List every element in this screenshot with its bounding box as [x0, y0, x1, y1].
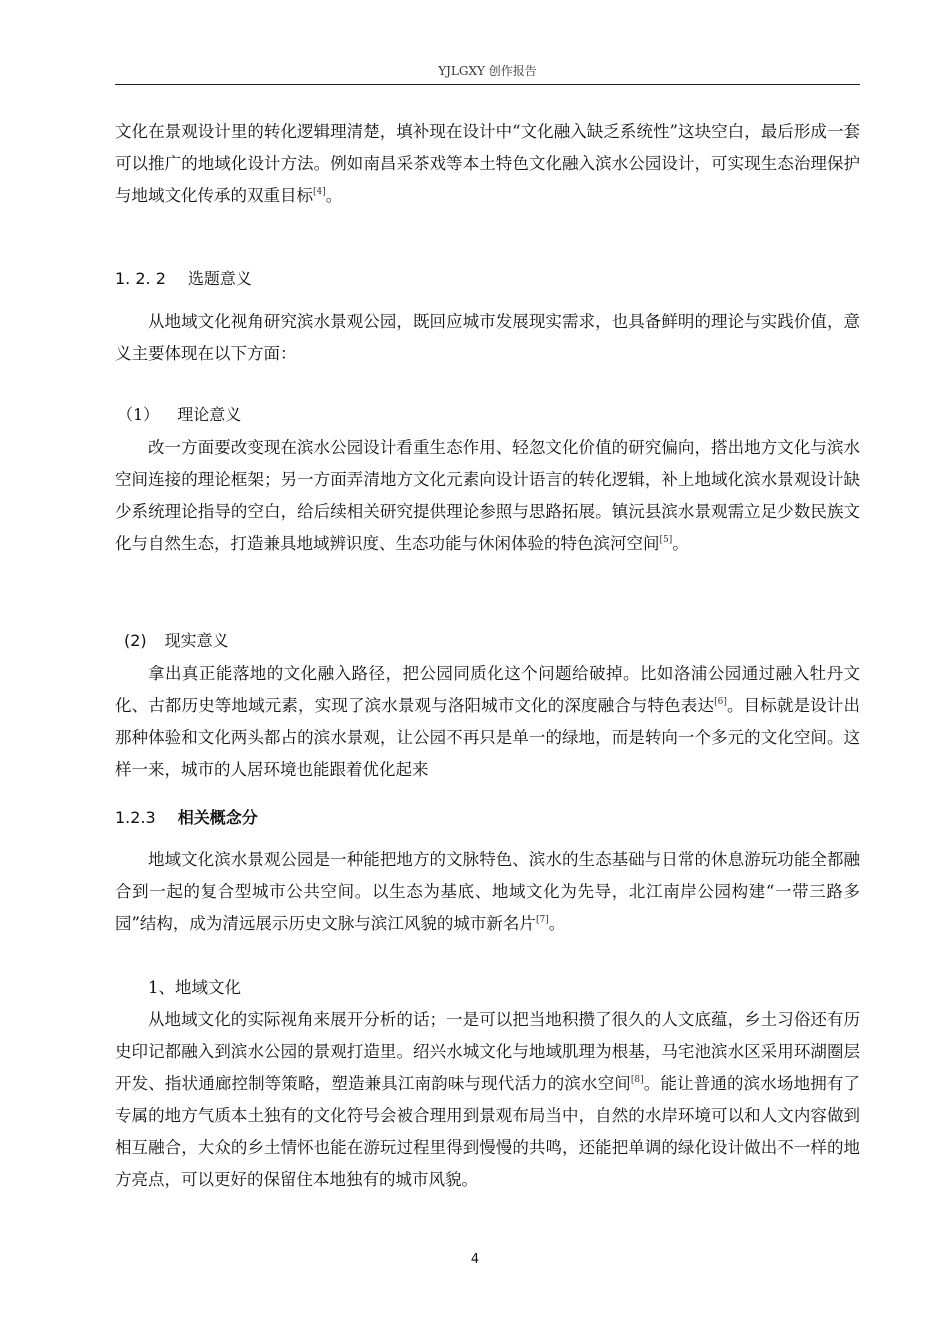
citation: [5] — [659, 535, 673, 545]
paragraph-concept — [115, 844, 860, 940]
paragraph-text-b: 。目标就是设计出那种体验和文化两头都占的滨水景观，让公园不再只是单一的绿地，而是转向一个多元的文化空间。这样一来，城市的人居环境也能跟着优化起来 — [115, 696, 861, 779]
citation: [4] — [313, 187, 326, 197]
paragraph-end: 。 — [325, 186, 343, 205]
subheading-title: 现实意义 — [164, 631, 229, 650]
paragraph-intro: 从地域文化视角研究滨水景观公园，既回应城市发展现实需求，也具备鲜明的理论与实践价值，意义主要体现在以下方面： — [115, 312, 860, 363]
running-header: YJLGXY 创作报告 — [438, 64, 537, 78]
paragraph-text-a: 从地域文化的实际视角来展开分析的话；一是可以把当地积攒了很久的人文底蕴，乡土习俗还有历史印记都融入到滨水公园的景观打造里。绍兴水城文化与地域肌理为根基，马宅池滨水区采用环湖圈层开发、指状通廊控制等策略，塑造兼具江南韵味与现代活力的滨水空间 — [115, 1010, 860, 1093]
section-title: 选题意义 — [187, 269, 252, 288]
list-item-regional-culture: 1、地域文化 — [148, 978, 241, 997]
citation: [6] — [714, 697, 727, 707]
subheading-practice — [124, 627, 229, 655]
section-number: 1. 2. 2 — [115, 269, 166, 288]
paragraph-end: 。 — [548, 914, 566, 933]
paragraph-top — [115, 116, 860, 212]
section-title: 相关概念分 — [177, 808, 258, 827]
subheading-title: 理论意义 — [177, 405, 242, 424]
subheading-number: (2) — [124, 631, 147, 650]
paragraph-end: 。 — [672, 534, 689, 553]
section-number: 1.2.3 — [115, 808, 156, 827]
paragraph-text-b: 。能让普通的滨水场地拥有了专属的地方气质本土独有的文化符号会被合理用到景观布局当中，自然的水岸环境可以和人文内容做到相互融合，大众的乡土情怀也能在游玩过程里得到慢慢的共鸣，还能把单调的绿化设计做出不一样的地方亮点，可以更好的保留住本地独有的城市风貌。 — [115, 1074, 861, 1189]
subheading-number: （1） — [117, 405, 160, 424]
citation: [8] — [630, 1075, 644, 1085]
paragraph-text: 地域文化滨水景观公园是一种能把地方的文脉特色、滨水的生态基础与日常的休息游玩功能全都融合到一起的复合型城市公共空间。以生态为基底、地域文化为先导，北江南岸公园构建“一带三路多园”结构，成为清远展示历史文脉与滨江风貌的城市新名片 — [115, 850, 860, 933]
paragraph-theory — [115, 432, 860, 560]
citation: [7] — [535, 915, 549, 925]
paragraph-practice — [115, 658, 860, 786]
subheading-theory — [117, 401, 241, 429]
paragraph-text-a: 拿出真正能落地的文化融入路径，把公园同质化这个问题给破掉。比如洛浦公园通过融入牡丹文化、古都历史等地域元素，实现了滨水景观与洛阳城市文化的深度融合与特色表达 — [115, 664, 860, 715]
paragraph-text: 改一方面要改变现在滨水公园设计看重生态作用、轻忽文化价值的研究偏向，搭出地方文化与滨水空间连接的理论框架；另一方面弄清地方文化元素向设计语言的转化逻辑，补上地域化滨水景观设计缺少系统理论指导的空白，给后续相关研究提供理论参照与思路拓展。镇沅县滨水景观需立足少数民族文化与自然生态，打造兼具地域辨识度、生态功能与休闲体验的特色滨河空间 — [115, 438, 860, 553]
paragraph-regional-culture — [115, 1004, 860, 1196]
header-rule — [115, 84, 860, 85]
paragraph-text: 文化在景观设计里的转化逻辑理清楚，填补现在设计中“文化融入缺乏系统性”这块空白，最后形成一套可以推广的地域化设计方法。例如南昌采茶戏等本土特色文化融入滨水公园设计，可实现生态治理保护与地域文化传承的双重目标 — [115, 122, 860, 205]
page-number: 4 — [470, 1252, 480, 1267]
section-heading-1-2-3 — [115, 804, 258, 832]
section-heading-1-2-2 — [115, 265, 252, 293]
